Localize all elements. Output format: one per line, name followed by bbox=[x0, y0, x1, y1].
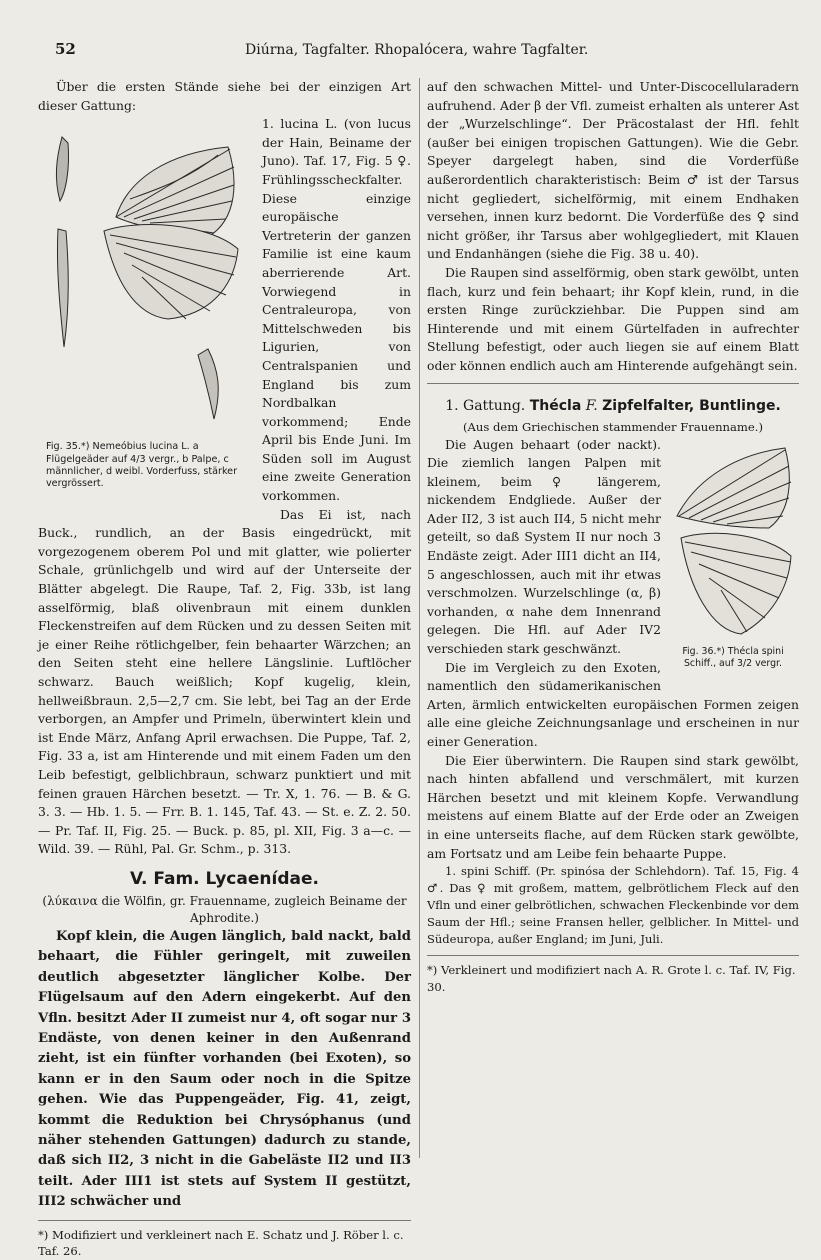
intro-paragraph: Über die ersten Stände siehe bei der einzigen Art dieser Gattung: bbox=[38, 79, 411, 113]
right-footnote: *) Verkleinert und modifiziert nach A. R. Grote l. c. Taf. IV, Fig. 30. bbox=[427, 963, 796, 994]
figure-36-caption: Fig. 36.*) Thécla spini Schiff., auf 3/2 vergr. bbox=[682, 645, 784, 669]
genus-prefix: 1. Gattung. bbox=[445, 397, 526, 414]
family-etymology: (λύκαινα die Wölfin, gr. Frauenname, zugleich Beiname der Aphrodite.) bbox=[42, 893, 407, 925]
genus-common-name: Zipfelfalter, Buntlinge. bbox=[602, 397, 781, 414]
family-description: Kopf klein, die Augen länglich, bald nackt, bald behaart, die Fühler geringelt, mit zuweilen deutlich abgesetzter länglicher Kolbe. Der Flügelsaum auf den Adern eingekerbt. Auf den Vfln. besitzt Ader II zumeist nur 4, oft sogar nur 3 Endäste, von denen keiner in den Außenrand zieht, ist ein fünfter vorhanden (bei Exoten), so kann er in den Saum oder noch in die Spitze gehen. Wie das Puppengeäder, Fig. 41, zeigt, kommt die Reduktion bei Chrysóphanus (und näher stehenden Gattungen) dadurch zu stande, daß sich II2, 3 nicht in die Gabeläste II2 und II3 teilt. Ader III1 ist stets auf System II gestützt, III2 schwächer und bbox=[38, 928, 411, 1210]
right-column bbox=[427, 78, 799, 996]
thecla-wing-illustration bbox=[667, 438, 799, 644]
exotics-paragraph: Die im Vergleich zu den Exoten, namentlich den südamerikanischen Arten, ärmlich entwickelten europäischen Formen zeigen alle eine gleiche Zeichnungsanlage und erscheinen in nur einer Generation. bbox=[427, 659, 799, 749]
species-entry-spini: 1. spini Schiff. (Pr. spinósa der Schlehdorn). Taf. 15, Fig. 4 ♂. Das ♀ mit großem, mattem, gelbrötlichem Fleck auf den Vfln und einer gelbrötlichen, schwachen Fleckenbinde vor dem Saum der Hfl.; seine Fransen heller, gelblicher. In Mittel- und Südeuropa, außer England; im Juni, Juli. bbox=[427, 864, 799, 947]
figure-35 bbox=[38, 119, 254, 511]
wing-venation-illustration bbox=[38, 119, 254, 439]
column-divider bbox=[419, 78, 420, 1158]
family-title: V. Fam. Lycaenídae. bbox=[130, 868, 319, 889]
genus-name: Thécla bbox=[529, 397, 582, 414]
genus-title bbox=[427, 396, 799, 416]
egg-larva-pupa-paragraph: Das Ei ist, nach Buck., rundlich, an der Basis eingedrückt, mit vorgezogenem oberem Pol und mit glatter, wie polierter Schale, grünlichgelb und wird auf der Unterseite der Blätter abgelegt. Die Raupe, Taf. 2, Fig. 33b, ist lang asselförmig, blaß olivenbraun mit einem dunklen Fleckenstreifen auf dem Rücken und zu dessen Seiten mit je einer Reihe rötlichgelber, fein behaarter Wärzchen; an den Seiten steht eine hellere Längslinie. Luftlöcher schwarz. Bauch weißlich; Kopf kugelig, klein, hellweißbraun. 2,5—2,7 cm. Sie lebt, bei Tag an der Erde verborgen, an Ampfer und Primeln, überwintert klein und ist Ende März, Anfang April erwachsen. Die Puppe, Taf. 2, Fig. 33 a, ist am Hinterende und mit einem Faden um den Leib befestigt, gelblichbraun, schwarz punktiert und mit feinen grauen Härchen besetzt. — Tr. X, 1. 76. — B. & G. 3. 3. — Hb. 1. 5. — Frr. B. 1. 145, Taf. 43. — St. e. Z. 2. 50. — Pr. Taf. II, Fig. 25. — Buck. p. 85, pl. XII, Fig. 3 a—c. — Wild. 39. — Rühl, Pal. Gr. Schm., p. 313. bbox=[38, 506, 411, 857]
genus-description: Die Augen behaart (oder nackt). Die ziemlich langen Palpen mit kleinem, beim ♀ längerem, nickendem Endgliede. Außer der Ader II2, 3 ist auch II4, 5 nicht mehr geteilt, so daß System II nur noch 3 Endäste zeigt. Ader III1 dicht an II4, 5 angeschlossen, auch mit ihr etwas verschmolzen. Wurzelschlinge (α, β) vorhanden, α nahe dem Innenrand gelegen. Die Hfl. auf Ader IV2 verschieden stark geschwänzt. bbox=[427, 436, 661, 657]
genus-etymology: (Aus dem Griechischen stammender Frauenname.) bbox=[462, 419, 763, 434]
section-rule bbox=[427, 383, 799, 384]
figure-35-caption: Fig. 35.*) Nemeóbius lucina L. a Flügelgeäder auf 4/3 vergr., b Palpe, c männlicher, d weibl. Vorderfuss, stärker vergrössert. bbox=[46, 441, 238, 490]
running-head: Diúrna, Tagfalter. Rhopalócera, wahre Tagfalter. bbox=[245, 42, 589, 58]
right-footnote-rule bbox=[427, 955, 799, 956]
footnote-rule bbox=[38, 1220, 411, 1221]
larva-pupa-paragraph: Die Raupen sind asselförmig, oben stark gewölbt, unten flach, kurz und fein behaart; ihr Kopf klein, rund, in die ersten Ringe zurückziehbar. Die Puppen sind am Hinterende und mit einem Gürtelfaden in aufrechter Stellung befestigt, oder auch liegen sie auf einem Blatt oder können endlich auch am Hinterende aufgehängt sein. bbox=[427, 264, 799, 373]
genus-author: F. bbox=[585, 397, 598, 414]
family-description-block bbox=[38, 927, 411, 1213]
species-entry-lucina: 1. lucina L. (von lucus der Hain, Beiname der Juno). Taf. 17, Fig. 5 ♀. Frühlingsscheckfalter. Diese einzige europäische Vertreterin der ganzen Familie ist eine kaum aberrierende Art. Vorwiegend in Centraleuropa, von Mittelschweden bis Ligurien, von Centralspanien und England bis zum Nordbalkan vorkommend; Ende April bis Ende Juni. Im Süden soll im August eine zweite Generation vorkommen. bbox=[262, 116, 411, 504]
left-footnote: *) Modifiziert und verkleinert nach E. Schatz und J. Röber l. c. Taf. 26. bbox=[38, 1227, 404, 1259]
family-description-continued: auf den schwachen Mittel- und Unter-Discocellularadern aufruhend. Ader β der Vfl. zumeist erhalten als unterer Ast der „Wurzelschlinge“. Der Präcostalast der Hfl. fehlt (außer bei einigen tropischen Gattungen). Wie die Gebr. Speyer dargelegt haben, sind die Vorderfüße außerordentlich charakteristisch: Beim ♂ ist der Tarsus nicht gegliedert, sichelförmig, mit einem Endhaken versehen, innen kurz bedornt. Die Vorderfüße des ♀ sind nicht größer, ihr Tarsus aber wohlgegliedert, mit Klauen und Endanhängen (siehe die Fig. 38 u. 40). bbox=[427, 79, 799, 262]
eggs-paragraph: Die Eier überwintern. Die Raupen sind stark gewölbt, nach hinten abfallend und verschmälert, mit kurzen Härchen besetzt und mit kleinem Kopfe. Verwandlung meistens auf einem Blatte auf der Erde oder an Zweigen in eine unterseits flache, auf dem Rücken stark gewölbte, am Fortsatz und am Leibe fein behaarte Puppe. bbox=[427, 752, 799, 861]
left-column bbox=[38, 78, 411, 1260]
page-number: 52 bbox=[55, 40, 76, 58]
figure-36 bbox=[667, 438, 799, 678]
page-header bbox=[0, 40, 821, 66]
spini-entry-block bbox=[427, 863, 799, 948]
